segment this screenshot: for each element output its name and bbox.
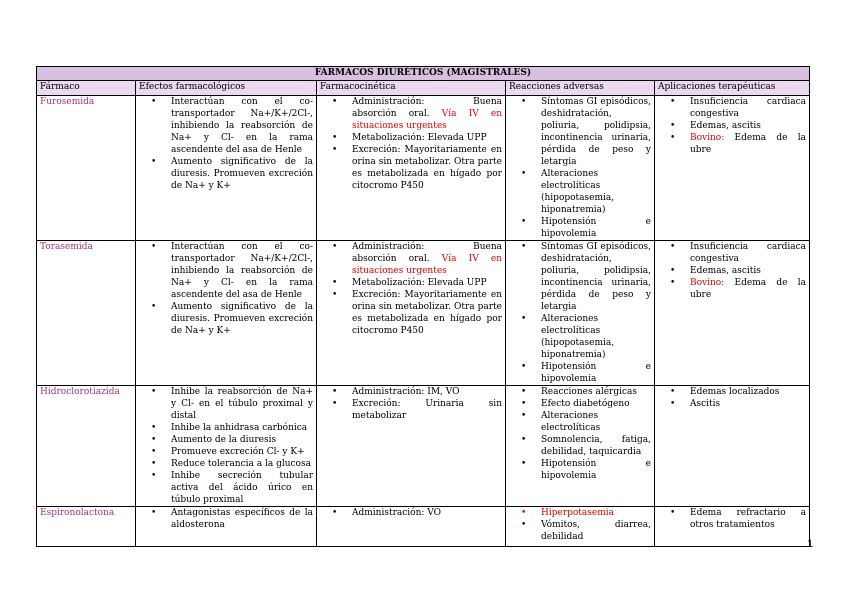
list-item: • Somnolencia, fatiga, debilidad, taquicardia <box>541 434 651 458</box>
efectos-cell <box>136 241 317 386</box>
aplicaciones-cell <box>655 386 810 507</box>
list-item: • Alteraciones electrolíticas (hipopotasemia, hiponatremia) <box>541 168 651 216</box>
list-item: • Metabolización: Elevada UPP <box>352 277 502 289</box>
farmacocinetica-cell <box>317 241 506 386</box>
list-item: • Edemas, ascitis <box>690 120 806 132</box>
table-title: FÁRMACOS DIURÉTICOS (MAGISTRALES) <box>37 67 810 81</box>
list-item: • Hipotensión e hipovolemia <box>541 458 651 482</box>
efectos-cell <box>136 507 317 547</box>
farmacocinetica-cell <box>317 507 506 547</box>
list-item: • Hiperpotasemia <box>541 507 651 519</box>
farmacocinetica-cell <box>317 96 506 241</box>
list-item: • Bovino: Edema de la ubre <box>690 132 806 156</box>
table-header-row <box>37 81 810 96</box>
list-item: • Reacciones alérgicas <box>541 386 651 398</box>
list-item: • Aumento significativo de la diuresis. Promueven excreción de Na+ y K+ <box>171 156 313 192</box>
aplicaciones-cell <box>655 96 810 241</box>
header-farmaco: Fármaco <box>37 81 136 96</box>
header-efectos: Efectos farmacológicos <box>136 81 317 96</box>
header-aplicaciones: Aplicaciones terapéuticas <box>655 81 810 96</box>
table-row <box>37 241 810 386</box>
list-item: • Vómitos, diarrea, debilidad <box>541 519 651 543</box>
reacciones-cell <box>506 386 655 507</box>
reacciones-cell <box>506 507 655 547</box>
list-item: • Excreción: Mayoritariamente en orina sin metabolizar. Otra parte es metabolizada en hígado por citocromo P450 <box>352 289 502 337</box>
drug-name: Furosemida <box>37 96 136 241</box>
list-item: • Edema refractario a otros tratamientos <box>690 507 806 531</box>
list-item: • Administración: Buena absorción oral. Vía IV en situaciones urgentes <box>352 241 502 277</box>
table-row <box>37 507 810 547</box>
list-item: • Excreción: Urinaria sin metabolizar <box>352 398 502 422</box>
list-item: • Inhibe la anhidrasa carbónica <box>171 422 313 434</box>
list-item: • Hipotensión e hipovolemia <box>541 216 651 240</box>
diuretics-table <box>36 66 810 547</box>
list-item: • Bovino: Edema de la ubre <box>690 277 806 301</box>
efectos-cell <box>136 386 317 507</box>
drug-name: Espironolactona <box>37 507 136 547</box>
list-item: • Edemas localizados <box>690 386 806 398</box>
list-item: • Interactúan con el co-transportador Na+/K+/2Cl-, inhibiendo la reabsorción de Na+ y Cl- en la rama ascendente del asa de Henle <box>171 241 313 301</box>
table-row <box>37 96 810 241</box>
list-item: • Administración: Buena absorción oral. Vía IV en situaciones urgentes <box>352 96 502 132</box>
list-item: • Ascitis <box>690 398 806 410</box>
list-item: • Aumento de la diuresis <box>171 434 313 446</box>
list-item: • Insuficiencia cardiaca congestiva <box>690 241 806 265</box>
list-item: • Interactúan con el co-transportador Na+/K+/2Cl-, inhibiendo la reabsorción de Na+ y Cl- en la rama ascendente del asa de Henle <box>171 96 313 156</box>
aplicaciones-cell <box>655 507 810 547</box>
list-item: • Antagonistas específicos de la aldosterona <box>171 507 313 531</box>
farmacocinetica-cell <box>317 386 506 507</box>
list-item: • Hipotensión e hipovolemia <box>541 361 651 385</box>
list-item: • Inhibe la reabsorción de Na+ y Cl- en el túbulo proximal y distal <box>171 386 313 422</box>
table-row <box>37 386 810 507</box>
drug-name: Hidroclorotiazida <box>37 386 136 507</box>
table-title-row <box>37 67 810 81</box>
list-item: • Edemas, ascitis <box>690 265 806 277</box>
list-item: • Efecto diabetógeno <box>541 398 651 410</box>
list-item: • Reduce tolerancia a la glucosa <box>171 458 313 470</box>
list-item: • Inhibe secreción tubular activa del ácido úrico en túbulo proximal <box>171 470 313 506</box>
drug-name: Torasemida <box>37 241 136 386</box>
list-item: • Insuficiencia cardiaca congestiva <box>690 96 806 120</box>
list-item: • Excreción: Mayoritariamente en orina sin metabolizar. Otra parte es metabolizada en hígado por citocromo P450 <box>352 144 502 192</box>
list-item: • Alteraciones electrolíticas (hipopotasemia, hiponatremia) <box>541 313 651 361</box>
header-reacciones: Reacciones adversas <box>506 81 655 96</box>
reacciones-cell <box>506 96 655 241</box>
list-item: • Síntomas GI episódicos, deshidratación, poliuria, polidipsia, incontinencia urinaria, pérdida de peso y letargia <box>541 241 651 313</box>
page-number: 1 <box>807 538 814 550</box>
reacciones-cell <box>506 241 655 386</box>
aplicaciones-cell <box>655 241 810 386</box>
header-farmacocinetica: Farmacocinética <box>317 81 506 96</box>
list-item: • Aumento significativo de la diuresis. Promueven excreción de Na+ y K+ <box>171 301 313 337</box>
efectos-cell <box>136 96 317 241</box>
list-item: • Síntomas GI episódicos, deshidratación, poliuria, polidipsia, incontinencia urinaria, pérdida de peso y letargia <box>541 96 651 168</box>
list-item: • Promueve excreción Cl- y K+ <box>171 446 313 458</box>
list-item: • Alteraciones electrolíticas <box>541 410 651 434</box>
list-item: • Administración: VO <box>352 507 502 519</box>
list-item: • Administración: IM, VO <box>352 386 502 398</box>
list-item: • Metabolización: Elevada UPP <box>352 132 502 144</box>
